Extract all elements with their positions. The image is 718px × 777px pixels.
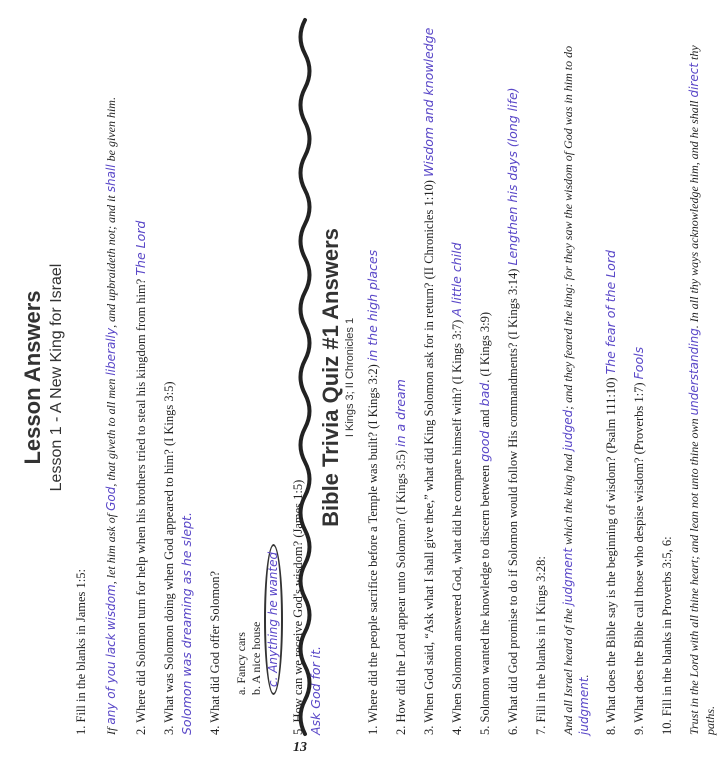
verse-text: Trust in the Lord with all thine heart; and lean not unto thine own xyxy=(687,415,701,735)
verse-text: ; and they feared the king: for they saw the wisdom of God was in him to do xyxy=(561,45,575,410)
option-item: a. Fancy cars xyxy=(234,632,248,695)
quiz-q8 xyxy=(602,20,620,735)
verse-text: , that giveth to all men xyxy=(104,375,118,487)
lesson-q4: 4. What did God offer Solomon? xyxy=(208,570,222,735)
lesson-answers-panel xyxy=(20,20,323,735)
answer-blank: God xyxy=(104,486,118,511)
answer-blank: judgment xyxy=(561,547,575,606)
question-text: 6. What did God promise to do if Solomon would follow His commandments? (I Kings 3:14) xyxy=(506,268,520,735)
circled-answer: c. Anything he wanted xyxy=(264,544,283,695)
answer-text: Solomon was dreaming as he slept. xyxy=(179,512,194,735)
verse-text: . xyxy=(577,674,591,678)
answer-blank: direct xyxy=(687,62,701,98)
answer-blank: wisdom xyxy=(104,584,118,631)
quiz-q7-verse xyxy=(560,20,592,735)
answer-text: Ask God for it. xyxy=(308,645,323,735)
answer-blank: bad xyxy=(477,382,492,407)
verse-text: , and upbraideth not; and it xyxy=(104,192,118,328)
answer-text: in a dream xyxy=(393,379,408,447)
quiz-q10-verse xyxy=(686,20,718,735)
option-item: b. A nice house xyxy=(249,621,263,695)
quiz-q1 xyxy=(364,20,382,735)
quiz-q2 xyxy=(392,20,410,735)
quiz-answers-panel xyxy=(318,20,717,735)
answer-text: A little child xyxy=(449,242,464,317)
verse-text: thy paths. xyxy=(687,45,717,735)
answer-text: in the high places xyxy=(365,249,380,362)
question-text: 5. How can we receive God's wisdom? (James 1:5) xyxy=(291,479,305,735)
answer-blank: judgment xyxy=(577,677,591,735)
quiz-title: Bible Trivia Quiz #1 Answers xyxy=(318,228,343,527)
lesson-title: Lesson Answers xyxy=(20,290,45,465)
answer-text: Wisdom and knowledge xyxy=(421,27,436,178)
quiz-q5 xyxy=(476,20,494,735)
question-text: . (I Kings 3:9) xyxy=(478,311,492,383)
verse-text: which the king had xyxy=(561,450,575,548)
question-text: 4. When Solomon answered God, what did he compare himself with? (I Kings 3:7) xyxy=(450,319,464,735)
option-item-selected xyxy=(264,20,283,695)
lesson-q1-verse xyxy=(100,20,122,735)
quiz-subtitle: I Kings 3; II Chronicles 1 xyxy=(344,317,356,438)
verse-text: be given him. xyxy=(104,97,118,165)
lesson-q2 xyxy=(132,20,150,735)
answer-text: The Lord xyxy=(133,220,148,276)
lesson-q1-label: 1. Fill in the blanks in James 1:5: xyxy=(74,569,88,735)
question-text: 1. Where did the people sacrifice before a Temple was built? (I Kings 3:2) xyxy=(366,364,380,735)
answer-blank: shall xyxy=(104,164,118,193)
answer-text: Lengthen his days (long life) xyxy=(505,87,520,266)
verse-text: , let him ask of xyxy=(104,510,118,585)
lesson-q4-options xyxy=(234,20,283,695)
question-text: 2. How did the Lord appear unto Solomon? (I Kings 3:5) xyxy=(394,449,408,735)
verse-text: If xyxy=(104,724,118,735)
question-text: 3. When God said, “Ask what I shall give thee,” what did King Solomon ask for in return? (II Chronicles 1:10) xyxy=(422,180,436,735)
quiz-q10: 10. Fill in the blanks in Proverbs 3:5, 6: xyxy=(660,536,674,735)
answer-blank: understanding xyxy=(687,328,701,416)
answer-blank: any of you lack xyxy=(104,633,118,725)
question-text: 9. What does the Bible call those who despise wisdom? (Proverbs 1:7) xyxy=(632,382,646,735)
lesson-q3 xyxy=(160,20,196,735)
verse-text: . In all thy ways acknowledge him, and he shall xyxy=(687,97,701,329)
question-text: 8. What does the Bible say is the beginning of wisdom? (Psalm 111:10) xyxy=(604,377,618,735)
verse-text xyxy=(104,630,118,633)
answer-text: Fools xyxy=(631,346,646,380)
lesson-subtitle: Lesson 1 - A New King for Israel xyxy=(48,263,65,492)
page-number: 13 xyxy=(293,740,307,755)
question-text: 5. Solomon wanted the knowledge to discern between xyxy=(478,464,492,735)
question-text: 2. Where did Solomon turn for help when his brothers tried to steal his kingdom from him? xyxy=(134,278,148,735)
answer-text: The fear of the Lord xyxy=(603,250,618,375)
answer-blank: good xyxy=(477,430,492,462)
verse-text: And all Israel heard of the xyxy=(561,605,575,735)
answer-blank: liberally xyxy=(104,327,118,376)
quiz-q7: 7. Fill in the blanks in I Kings 3:28: xyxy=(534,556,548,735)
answer-blank: judged xyxy=(561,409,575,451)
quiz-q3 xyxy=(420,20,438,735)
quiz-q4 xyxy=(448,20,466,735)
question-text: and xyxy=(478,406,492,431)
question-text: 3. What was Solomon doing when God appeared to him? (I Kings 3:5) xyxy=(162,381,176,735)
quiz-q6 xyxy=(504,20,522,735)
quiz-q9 xyxy=(630,20,648,735)
